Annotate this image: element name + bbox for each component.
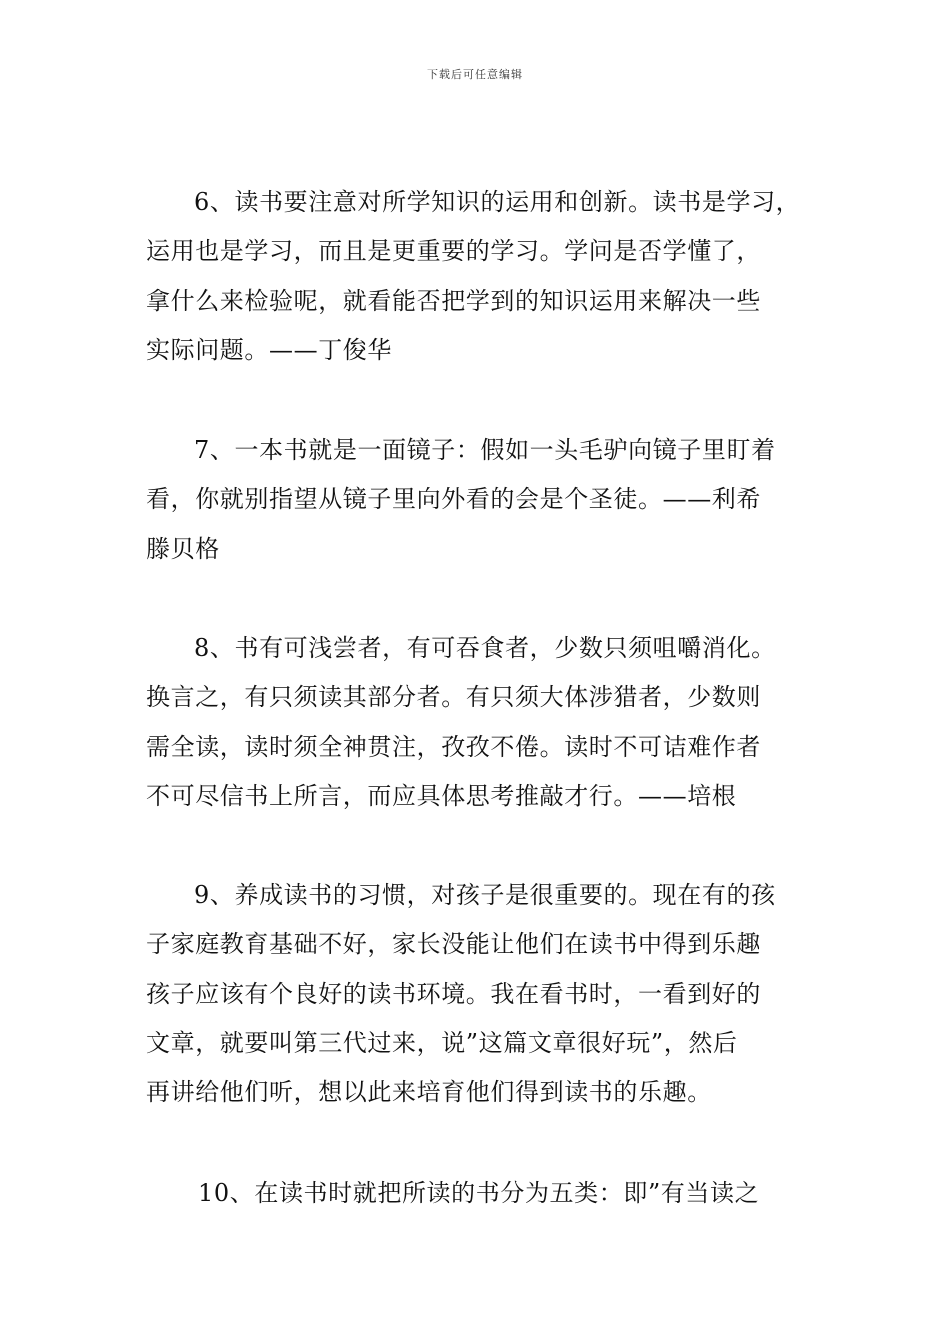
paragraph-line: 不可尽信书上所言，而应具体思考推敲才行。——培根 <box>146 781 737 810</box>
paragraph-line: 6、读书要注意对所学知识的运用和创新。读书是学习， <box>194 188 801 216</box>
paragraph-line: 子家庭教育基础不好，家长没能让他们在读书中得到乐趣 <box>146 930 761 959</box>
paragraph-line: 8、书有可浅尝者，有可吞食者，少数只须咀嚼消化。 <box>194 634 776 662</box>
paragraph-6 <box>146 178 826 375</box>
paragraph-line: 文章，就要叫第三代过来，说”这篇文章很好玩”，然后 <box>146 1028 738 1057</box>
paragraph-line: 拿什么来检验呢，就看能否把学到的知识运用来解决一些 <box>146 286 761 315</box>
paragraph-line: 实际问题。——丁俊华 <box>146 335 392 364</box>
paragraph-line: 滕贝格 <box>146 534 220 563</box>
paragraph-8 <box>146 624 826 821</box>
paragraph-9 <box>146 871 826 1117</box>
paragraph-line: 孩子应该有个良好的读书环境。我在看书时，一看到好的 <box>146 979 761 1008</box>
page-header: 下载后可任意编辑 <box>427 68 523 81</box>
paragraph-line: 7、一本书就是一面镜子：假如一头毛驴向镜子里盯着 <box>194 436 776 464</box>
paragraph-line: 需全读，读时须全神贯注，孜孜不倦。读时不可诘难作者 <box>146 732 761 761</box>
paragraph-10 <box>146 1169 826 1218</box>
paragraph-line: 运用也是学习，而且是更重要的学习。学问是否学懂了， <box>146 237 761 266</box>
paragraph-line: 再讲给他们听，想以此来培育他们得到读书的乐趣。 <box>146 1078 712 1107</box>
paragraph-line: 看，你就别指望从镜子里向外看的会是个圣徒。——利希 <box>146 485 761 514</box>
paragraph-line: 10、在读书时就把所读的书分为五类：即”有当读之 <box>198 1179 760 1207</box>
paragraph-line: 换言之，有只须读其部分者。有只须大体涉猎者，少数则 <box>146 683 761 712</box>
paragraph-7 <box>146 426 826 574</box>
paragraph-line: 9、养成读书的习惯，对孩子是很重要的。现在有的孩 <box>194 881 776 909</box>
